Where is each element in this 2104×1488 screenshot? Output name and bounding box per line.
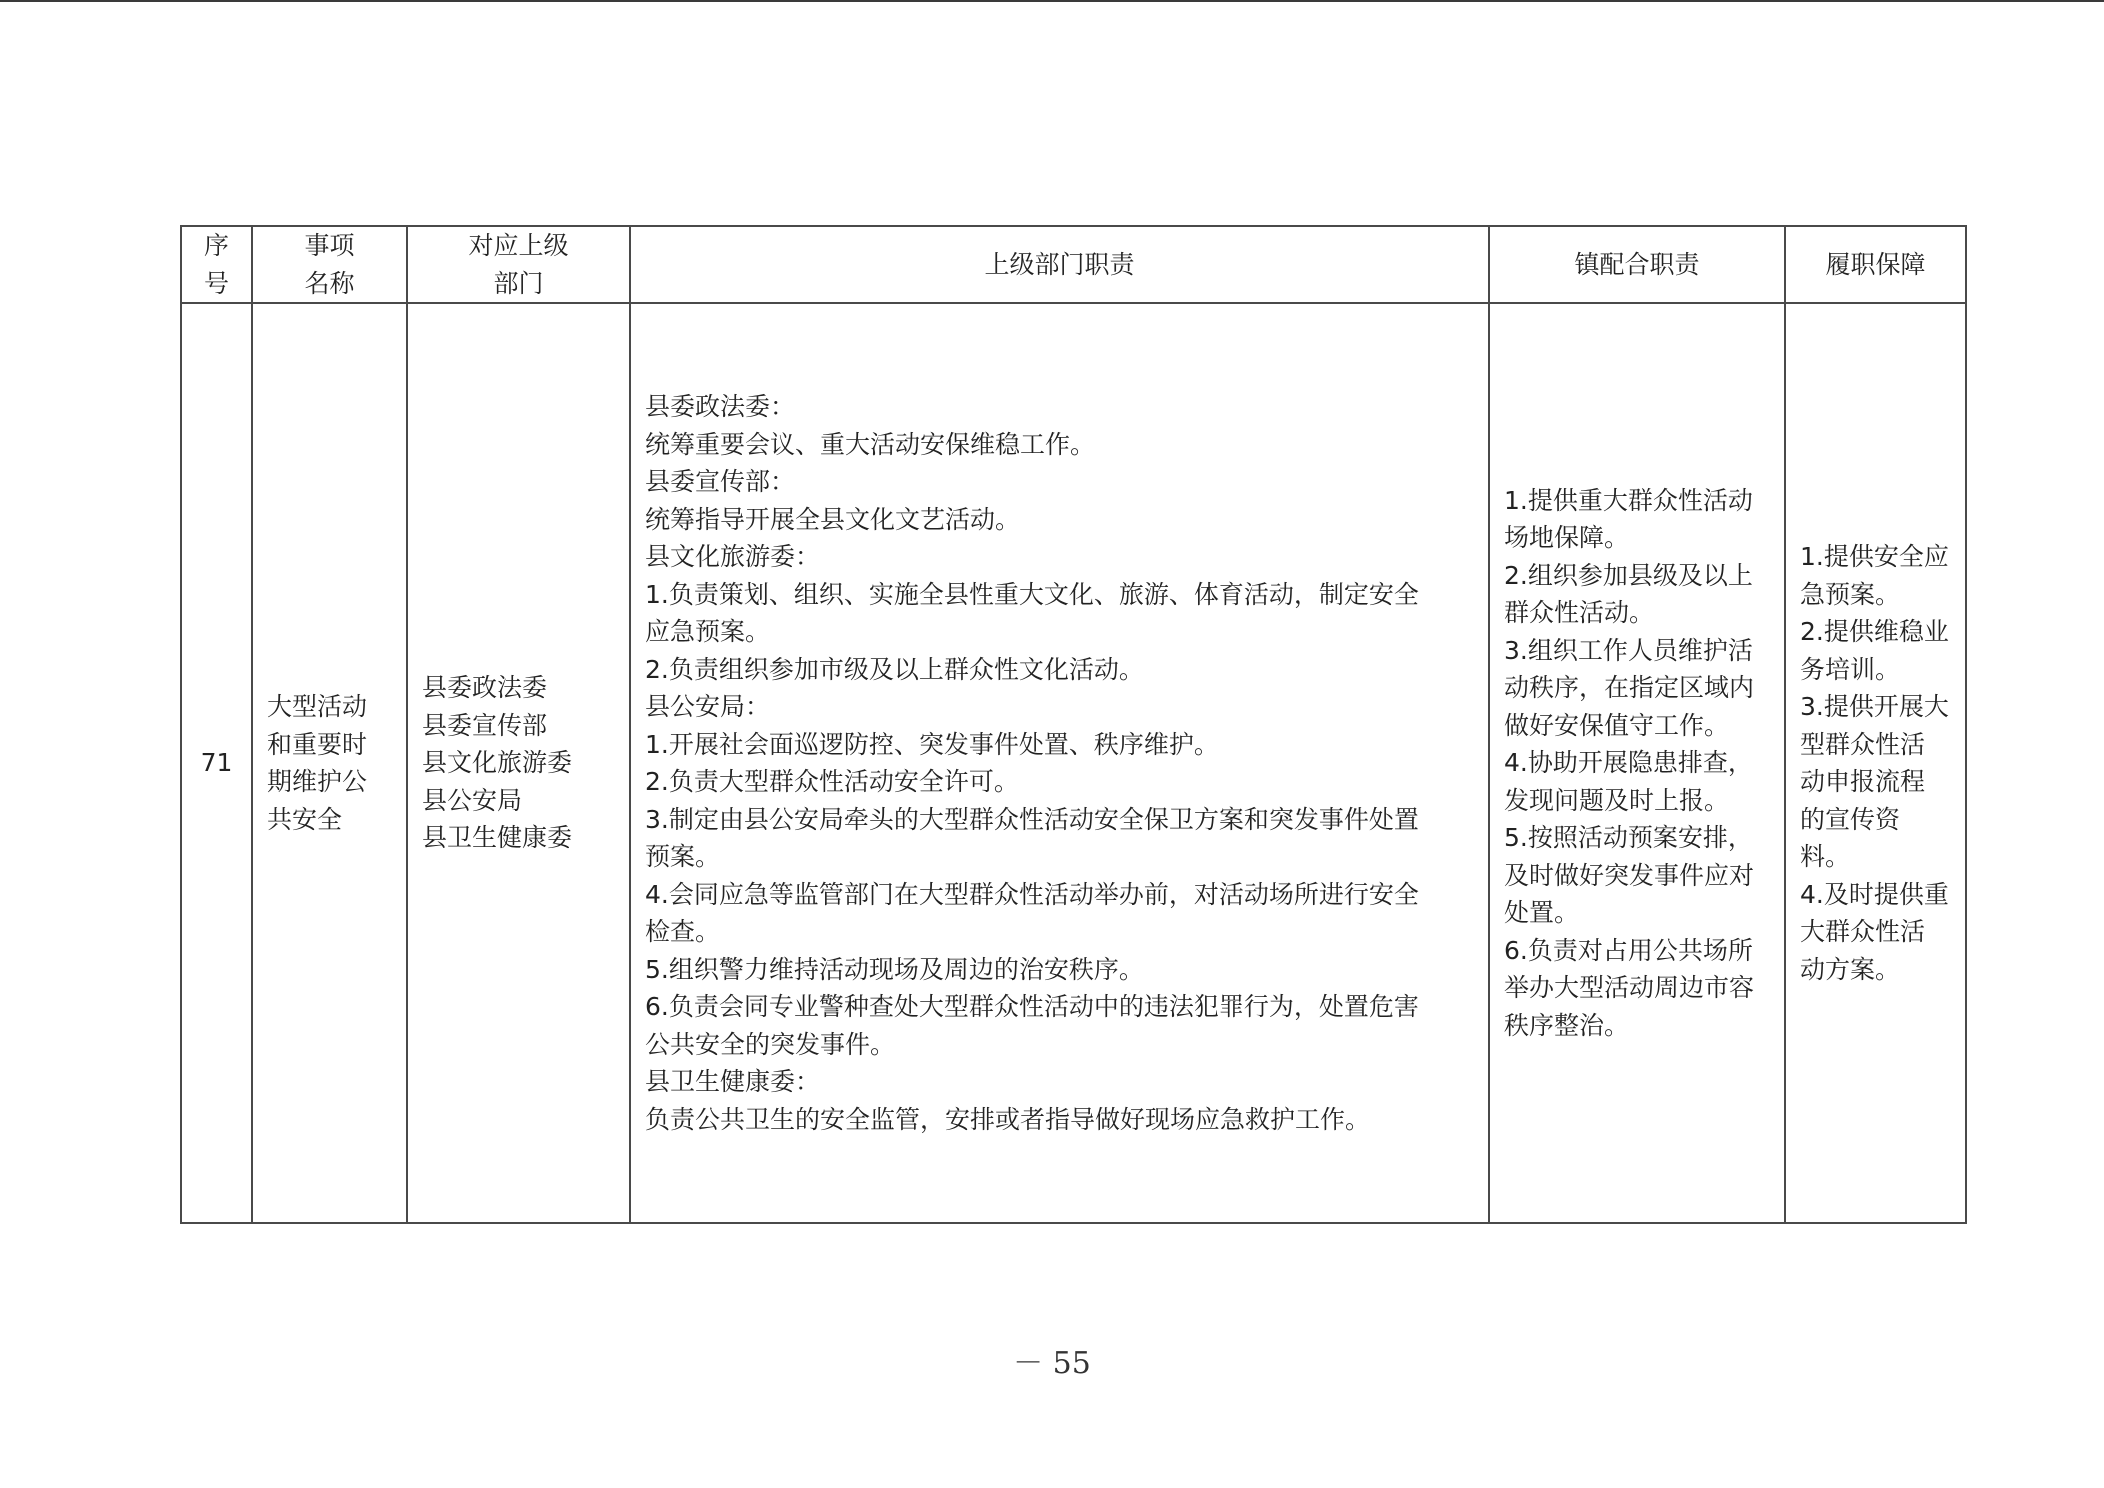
guarantee-line: 料。 — [1800, 842, 1851, 871]
town-duties-cell — [1489, 303, 1785, 1223]
page-number: － 55 — [1013, 1346, 1091, 1381]
upper-duty-line: 县文化旅游委： — [645, 542, 821, 571]
guarantee-line: 务培训。 — [1800, 654, 1901, 684]
town-duty-line: 3.组织工作人员维护活 — [1504, 635, 1753, 665]
row-number: 71 — [181, 303, 252, 1223]
guarantees-cell — [1785, 303, 1966, 1223]
item-name-line: 期维护公 — [267, 767, 368, 796]
upper-duty-line: 1.开展社会面巡逻防控、突发事件处置、秩序维护。 — [645, 729, 1219, 759]
town-duty-line: 处置。 — [1504, 898, 1580, 928]
department-line: 县委政法委 — [422, 673, 548, 703]
item-name-line: 大型活动 — [267, 692, 368, 721]
header-town-duty: 镇配合职责 — [1489, 226, 1785, 303]
upper-duty-line: 5.组织警力维持活动现场及周边的治安秩序。 — [645, 954, 1144, 984]
town-duty-line: 1.提供重大群众性活动 — [1504, 485, 1753, 515]
upper-duty-line: 县委政法委： — [645, 392, 796, 421]
upper-duty-line: 应急预案。 — [645, 617, 771, 646]
upper-duty-line: 2.负责组织参加市级及以上群众性文化活动。 — [645, 654, 1144, 684]
town-duty-line: 发现问题及时上报。 — [1504, 785, 1730, 815]
town-duty-line: 2.组织参加县级及以上 — [1504, 560, 1753, 590]
department-line: 县文化旅游委 — [422, 748, 573, 778]
guarantee-line: 大群众性活 — [1800, 917, 1926, 946]
item-name-line: 共安全 — [267, 804, 343, 834]
town-duty-line: 6.负责对占用公共场所 — [1504, 935, 1753, 965]
upper-duties-cell — [630, 303, 1489, 1223]
guarantee-line: 1.提供安全应 — [1800, 542, 1949, 571]
guarantee-line: 2.提供维稳业 — [1800, 617, 1949, 646]
header-upper-dept: 对应上级 部门 — [407, 226, 630, 303]
upper-duty-line: 2.负责大型群众性活动安全许可。 — [645, 767, 1019, 796]
upper-duty-line: 3.制定由县公安局牵头的大型群众性活动安全保卫方案和突发事件处置 — [645, 804, 1419, 834]
guarantee-line: 4.及时提供重 — [1800, 879, 1949, 909]
town-duty-line: 动秩序，在指定区域内 — [1504, 673, 1755, 703]
upper-duty-line: 统筹重要会议、重大活动安保维稳工作。 — [645, 429, 1096, 459]
item-name-cell — [252, 303, 407, 1223]
town-duty-line: 4.协助开展隐患排查， — [1504, 748, 1753, 778]
upper-duty-line: 县公安局： — [645, 692, 771, 721]
department-line: 县委宣传部 — [422, 710, 548, 740]
department-line: 县卫生健康委 — [422, 823, 573, 853]
upper-duty-line: 预案。 — [645, 842, 721, 871]
town-duty-line: 及时做好突发事件应对 — [1504, 860, 1755, 890]
upper-duty-line: 检查。 — [645, 917, 721, 946]
top-border-line — [0, 0, 2104, 2]
guarantee-line: 动申报流程 — [1800, 767, 1926, 796]
department-line: 县公安局 — [422, 785, 523, 815]
guarantee-line: 动方案。 — [1800, 954, 1901, 984]
upper-duty-line: 6.负责会同专业警种查处大型群众性活动中的违法犯罪行为，处置危害 — [645, 992, 1419, 1021]
header-seq: 序 号 — [181, 226, 252, 303]
upper-duty-line: 县卫生健康委： — [645, 1067, 821, 1096]
header-upper-duty: 上级部门职责 — [630, 226, 1489, 303]
upper-duty-line: 统筹指导开展全县文化文艺活动。 — [645, 504, 1021, 534]
upper-duty-line: 县委宣传部： — [645, 467, 796, 496]
upper-duty-line: 负责公共卫生的安全监管，安排或者指导做好现场应急救护工作。 — [645, 1104, 1371, 1134]
header-row — [181, 226, 1966, 303]
town-duty-line: 群众性活动。 — [1504, 598, 1655, 628]
duty-table — [180, 225, 1967, 1224]
guarantee-line: 的宣传资 — [1800, 804, 1901, 834]
guarantee-line: 型群众性活 — [1800, 729, 1926, 759]
town-duty-line: 5.按照活动预案安排， — [1504, 823, 1753, 853]
item-name-line: 和重要时 — [267, 729, 368, 759]
upper-duty-line: 4.会同应急等监管部门在大型群众性活动举办前，对活动场所进行安全 — [645, 879, 1419, 909]
table-row — [181, 303, 1966, 1223]
upper-duty-line: 1.负责策划、组织、实施全县性重大文化、旅游、体育活动，制定安全 — [645, 579, 1419, 609]
departments-cell — [407, 303, 630, 1223]
town-duty-line: 举办大型活动周边市容 — [1504, 973, 1755, 1003]
town-duty-line: 秩序整治。 — [1504, 1010, 1630, 1040]
guarantee-line: 3.提供开展大 — [1800, 692, 1949, 721]
town-duty-line: 做好安保值守工作。 — [1504, 710, 1730, 740]
town-duty-line: 场地保障。 — [1504, 523, 1630, 553]
header-item-name: 事项 名称 — [252, 226, 407, 303]
upper-duty-line: 公共安全的突发事件。 — [645, 1029, 896, 1059]
header-guarantee: 履职保障 — [1785, 226, 1966, 303]
guarantee-line: 急预案。 — [1800, 579, 1901, 609]
